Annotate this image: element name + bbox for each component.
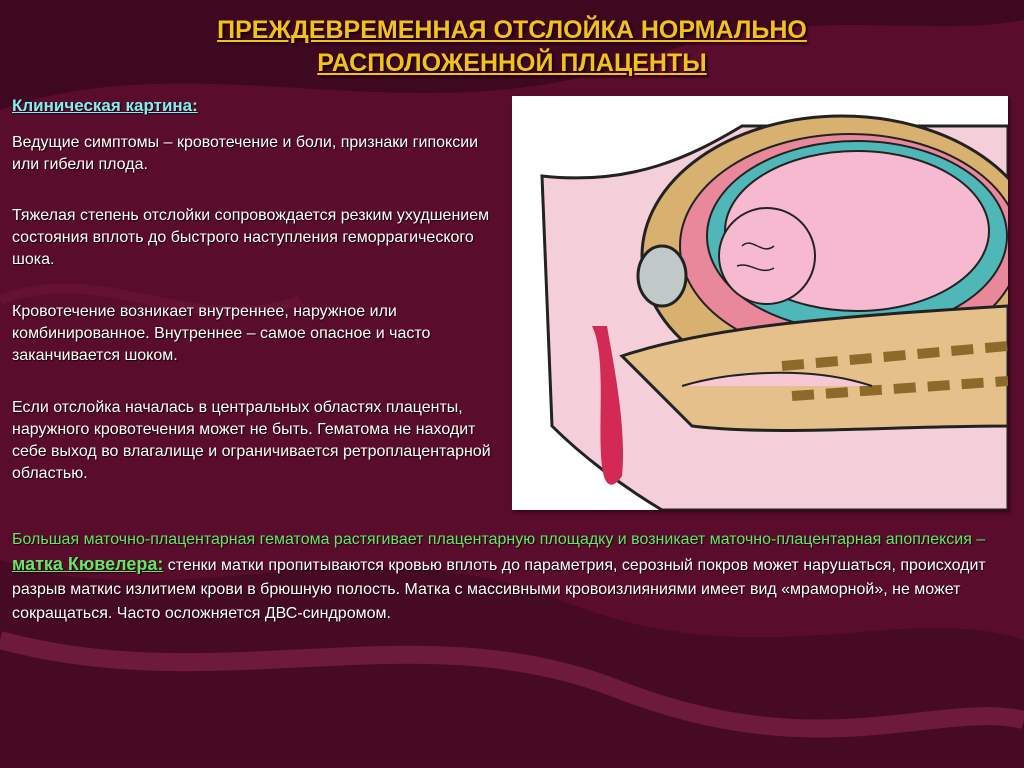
bottom-paragraph [12,528,1002,626]
bottom-white-text: стенки матки пропитываются кровью вплоть до параметрия, серозный покров может нарушаться, происходит разрыв маткис излитием крови в брюшную полость. Матка с массивными кровоизлияниями имеет вид «мраморной», не может сокращаться. Часто осложняется ДВС-синдромом. [12,557,986,622]
slide-title [0,14,1024,80]
paragraph-central: Если отслойка началась в центральных областях плаценты, наружного кровотечения может не быть. Гематома не находит себе выход во влагалище и ограничивается ретроплацентарной областью. [12,399,491,482]
uterus-diagram-icon [512,96,1008,510]
kuveler-highlight: матка Кювелера: [12,554,164,574]
title-line-2: РАСПОЛОЖЕННОЙ ПЛАЦЕНТЫ [317,49,707,77]
paragraph-severe: Тяжелая степень отслойки сопровождается резким ухудшением состояния вплоть до быстрого наступления геморрагического шока. [12,207,490,268]
paragraph-symptoms: Ведущие симптомы – кровотечение и боли, признаки гипоксии или гибели плода. [12,134,479,173]
uterus-illustration [512,96,1008,510]
section-heading: Клиническая картина: [12,96,198,115]
paragraph-bleeding: Кровотечение возникает внутреннее, наружное или комбинированное. Внутреннее – самое опасное и часто заканчивается шоком. [12,303,431,364]
title-line-1: ПРЕЖДЕВРЕМЕННАЯ ОТСЛОЙКА НОРМАЛЬНО [217,16,807,44]
bottom-green-text: Большая маточно-плацентарная гематома растягивает плацентарную площадку и возникает маточно-плацентарная апоплексия – [12,531,986,548]
